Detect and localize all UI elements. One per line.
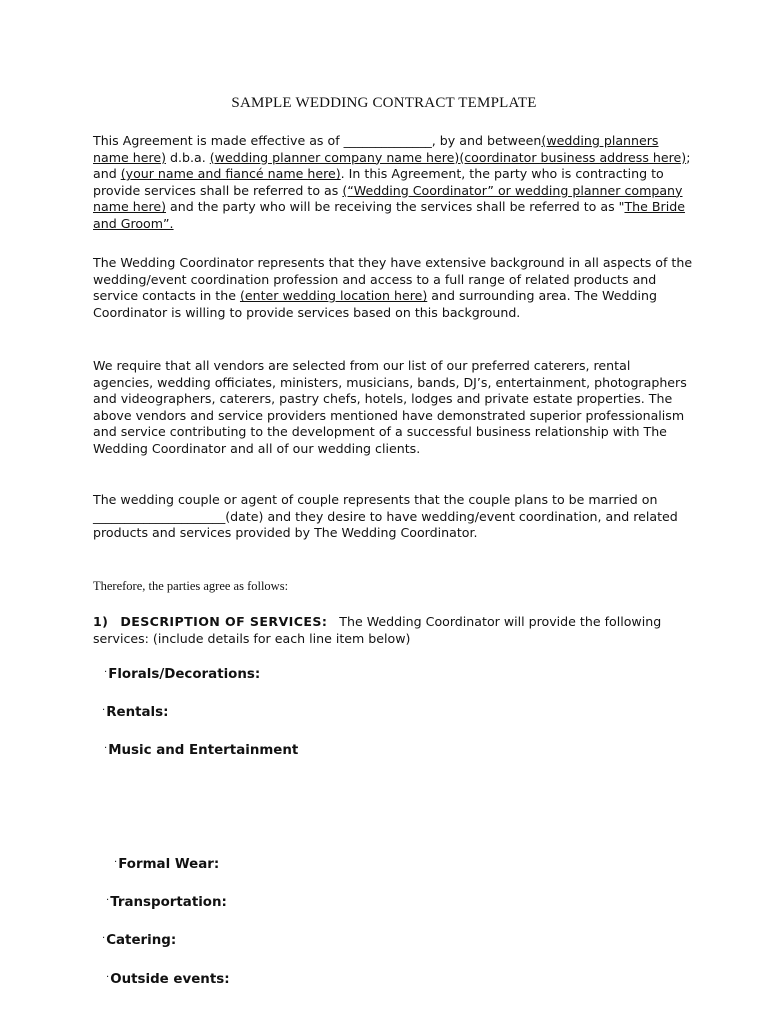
service-item-label: Formal Wear: <box>118 857 220 872</box>
bullet: · <box>104 667 108 678</box>
planner-name-placeholder: (wedding planners name here) <box>93 133 659 165</box>
section-label: DESCRIPTION OF SERVICES: <box>120 614 328 629</box>
location-placeholder: (enter wedding location here) <box>239 288 428 304</box>
section-text: The Wedding Coordinator will provide the following services: (include details for each line item below) <box>93 614 662 646</box>
couple-name-placeholder: (your name and fiancé name here) <box>120 166 341 182</box>
agreement-paragraph <box>93 133 693 233</box>
company-placeholder: (wedding planner company name here)(coordinator business address here) <box>209 149 687 165</box>
services-heading <box>93 613 693 647</box>
bullet: · <box>114 857 118 868</box>
service-item-outside-events <box>106 972 230 987</box>
bullet: · <box>106 972 110 983</box>
text-run: ; and <box>93 149 691 182</box>
service-item-label: Catering: <box>106 933 177 948</box>
service-item-label: Transportation: <box>110 895 227 910</box>
bullet: · <box>106 895 110 906</box>
bride-groom-placeholder: The Bride and Groom”. <box>93 199 685 231</box>
document-title: SAMPLE WEDDING CONTRACT TEMPLATE <box>231 95 537 111</box>
section-number: 1) <box>93 614 109 629</box>
service-item-label: Outside events: <box>110 972 230 987</box>
service-item-rentals <box>102 705 168 720</box>
coordinator-placeholder: (“Wedding Coordinator” or wedding planner company name here) <box>93 182 683 215</box>
service-item-catering <box>102 933 176 948</box>
coordinator-paragraph <box>93 255 693 321</box>
text-run: and surrounding area. The Wedding Coordinator is willing to provide services based on this background. <box>93 288 657 320</box>
service-item-transportation <box>106 895 227 910</box>
service-item-music <box>104 743 298 758</box>
service-item-florals <box>104 667 260 682</box>
bullet: · <box>102 705 106 716</box>
text-run: and the party who will be receiving the services shall be referred to as " <box>166 199 625 215</box>
bullet: · <box>104 743 108 754</box>
vendors-paragraph: We require that all vendors are selected from our list of our preferred caterers, rental agencies, wedding officiates, ministers, musicians, bands, DJ’s, entertainment, photographers and videographers, caterers, pastry chefs, hotels, lodges and private estate properties. The above vendors and service providers mentioned have demonstrated superior professionalism and service contributing to the development of a successful business relationship with The Wedding Coordinator and all of our wedding clients. <box>93 358 687 456</box>
service-item-formal-wear <box>114 857 219 872</box>
text-run: The Wedding Coordinator represents that they have extensive background in all aspects of the wedding/event coordination profession and access to a full range of related products and service contacts in the <box>93 255 693 304</box>
couple-paragraph: The wedding couple or agent of couple represents that the couple plans to be married on _____________________(date) and they desire to have wedding/event coordination, and related products and services provided by The Wedding Coordinator. <box>93 492 678 541</box>
service-item-label: Music and Entertainment <box>108 743 299 758</box>
text-run: This Agreement is made effective as of ______________, by and between <box>93 133 542 148</box>
bullet: · <box>102 933 106 944</box>
text-run: d.b.a. <box>166 149 210 165</box>
service-item-label: Florals/Decorations: <box>108 667 261 682</box>
service-item-label: Rentals: <box>106 705 169 720</box>
text-run: . In this Agreement, the party who is contracting to provide services shall be referred to as <box>93 166 664 198</box>
therefore-line: Therefore, the parties agree as follows: <box>93 579 289 593</box>
